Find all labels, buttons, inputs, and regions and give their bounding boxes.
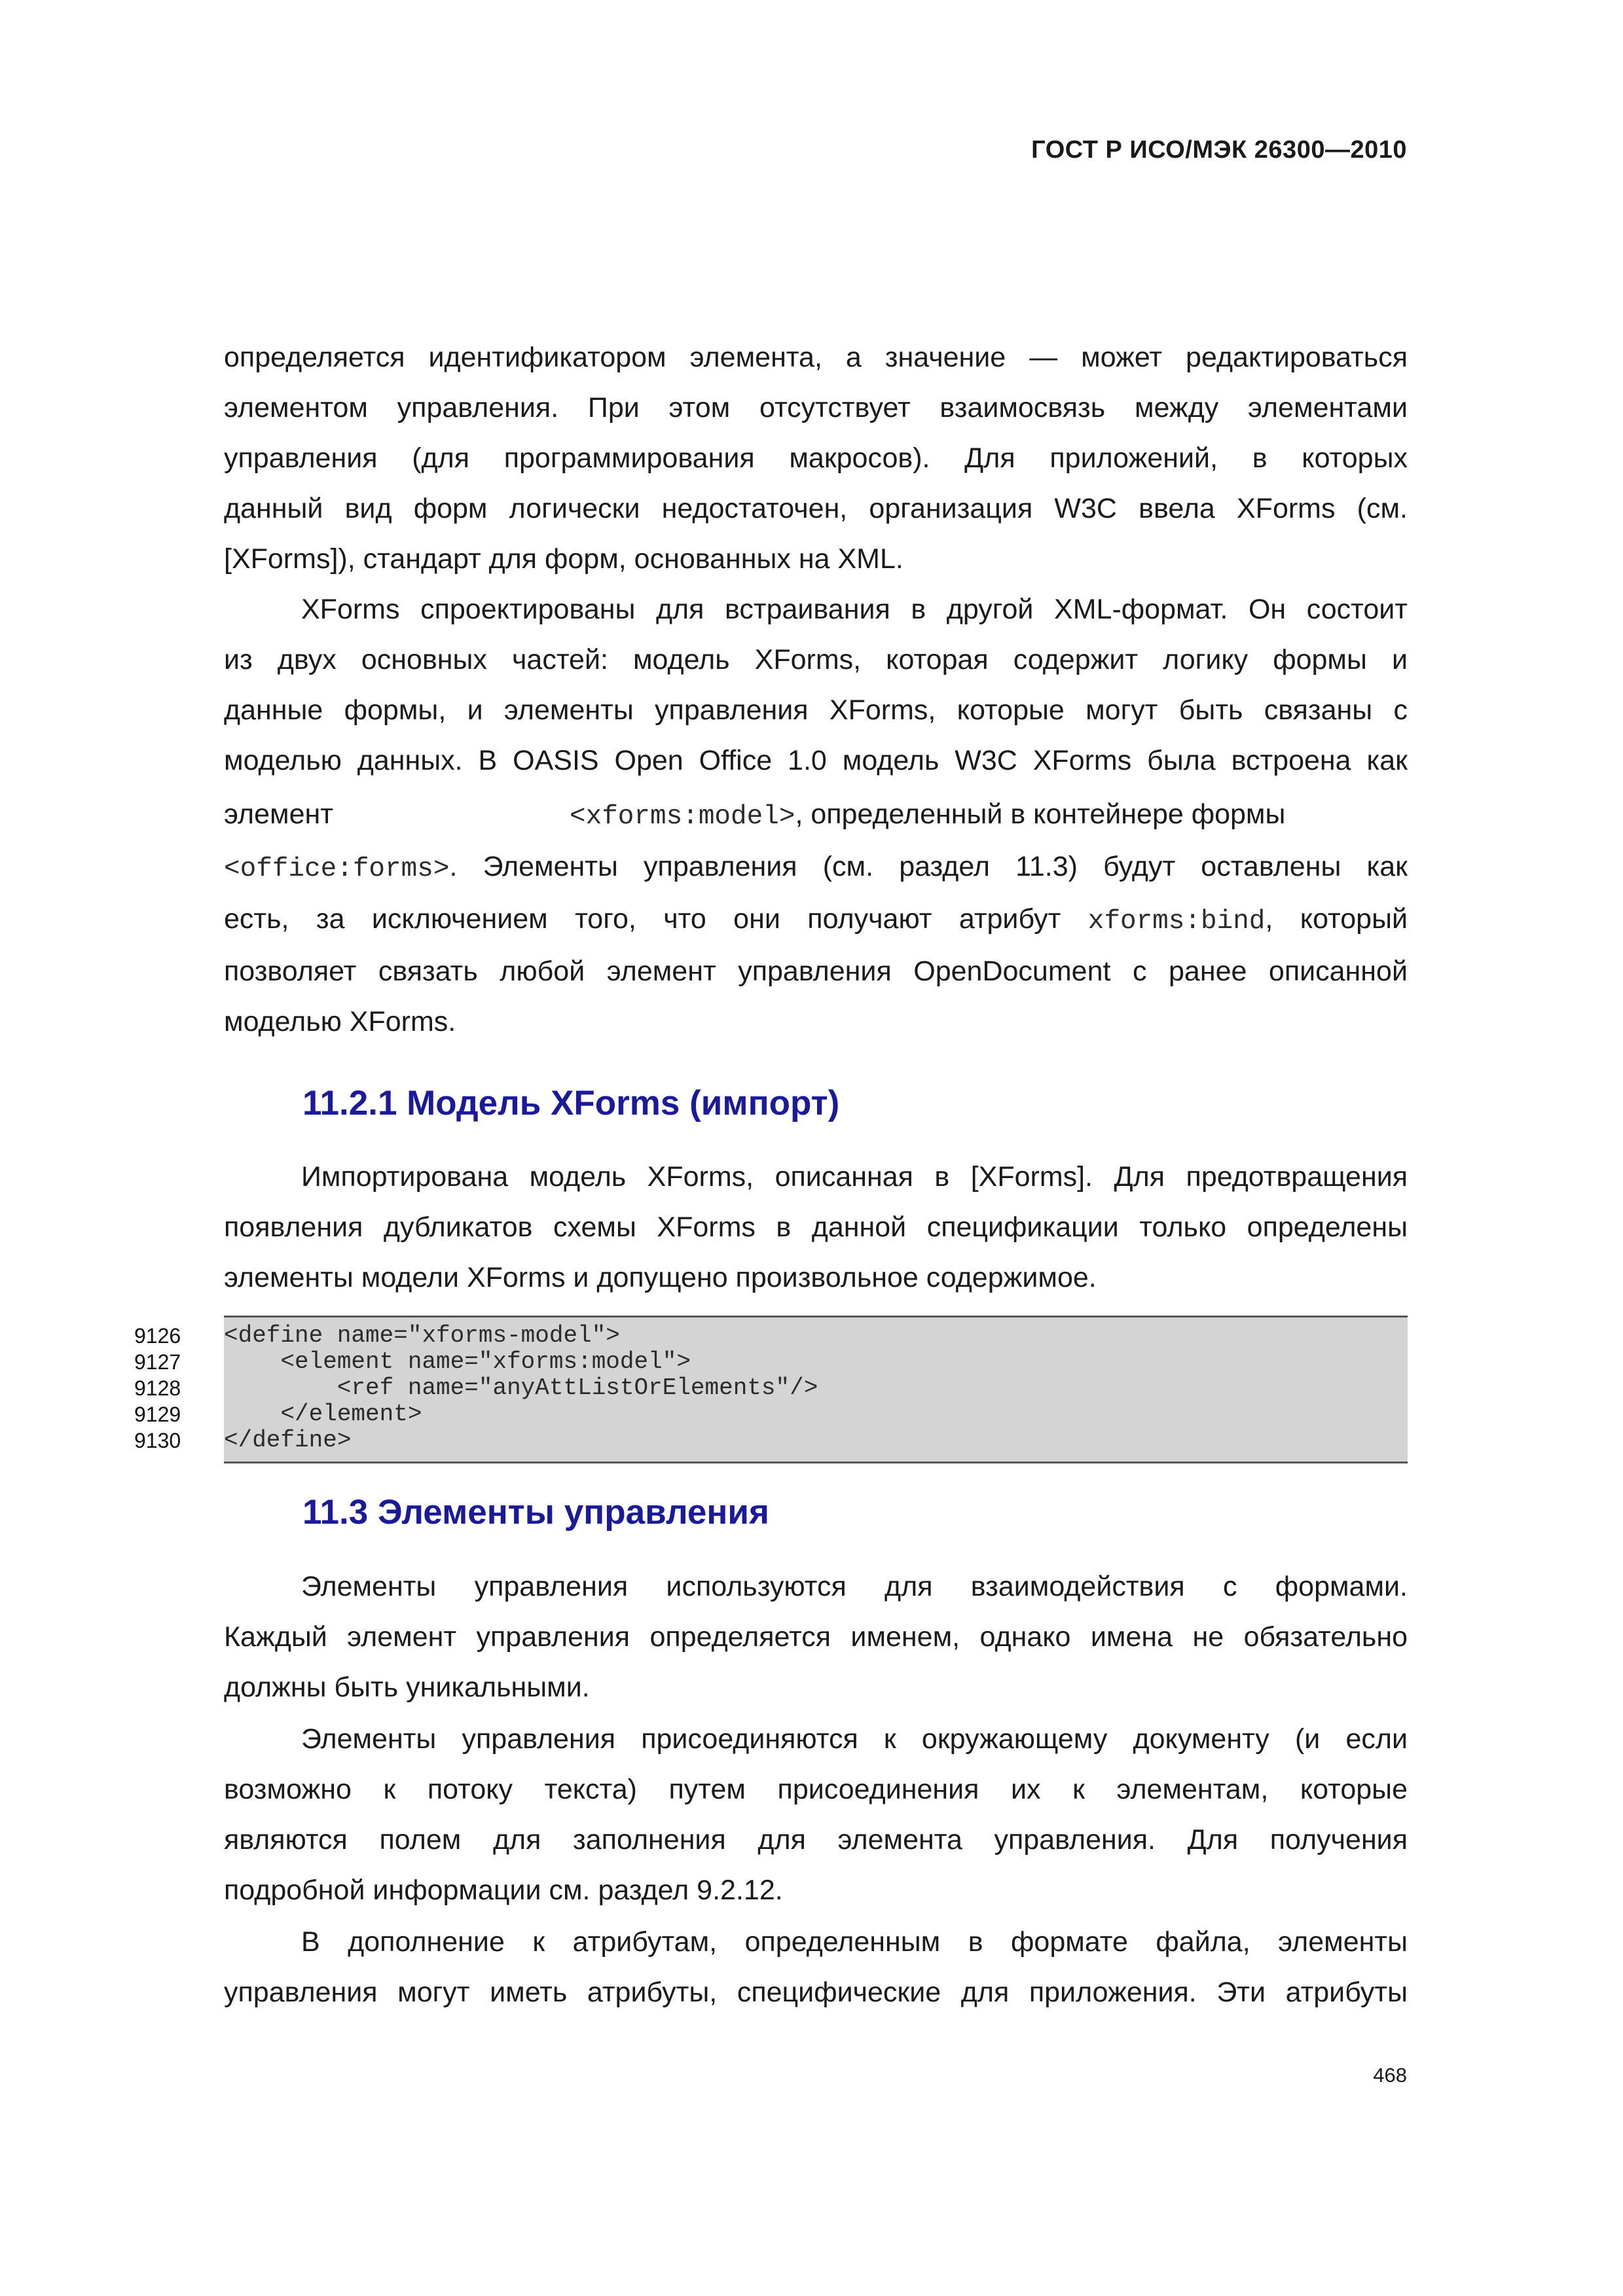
paragraph-line: управления (для программирования макросов). Для приложений, в которых (224, 442, 1408, 474)
code-inline: <xforms:model> (570, 802, 795, 832)
paragraph-line: элементы модели XForms и допущено произвольное содержимое. (224, 1262, 1097, 1293)
text-run: есть, за исключением того, что они получают атрибут (224, 903, 1061, 935)
text-run: . Элементы управления (см. раздел 11.3) будут оставлены как (449, 851, 1408, 882)
document-header: ГОСТ Р ИСО/МЭК 26300—2010 (1031, 136, 1407, 164)
paragraph-line: элементом управления. При этом отсутствует взаимосвязь между элементами (224, 392, 1408, 423)
line-number: 9129 (134, 1403, 181, 1426)
section-heading: 11.2.1 Модель XForms (импорт) (302, 1084, 840, 1122)
paragraph-line: [XForms]), стандарт для форм, основанных на XML. (224, 543, 903, 575)
line-number: 9130 (134, 1429, 181, 1452)
code-line: <element name="xforms:model"> (224, 1348, 691, 1375)
text-run: , определенный в контейнере формы (795, 798, 1286, 830)
code-line: <define name="xforms-model"> (224, 1322, 620, 1349)
line-number: 9126 (134, 1324, 181, 1348)
paragraph-line: В дополнение к атрибутам, определенным в формате файла, элементы (301, 1926, 1408, 1958)
paragraph-line: возможно к потоку текста) путем присоединения их к элементам, которые (224, 1774, 1408, 1805)
text-run-group (570, 789, 1408, 842)
code-line: </element> (224, 1401, 422, 1427)
text-run: элемент (224, 798, 333, 830)
paragraph-line: XForms спроектированы для встраивания в другой XML-формат. Он состоит (301, 594, 1408, 625)
section-heading: 11.3 Элементы управления (302, 1493, 769, 1532)
page-number: 468 (1373, 2064, 1407, 2087)
line-number: 9127 (134, 1350, 181, 1374)
paragraph-line: из двух основных частей: модель XForms, которая содержит логику формы и (224, 644, 1408, 675)
paragraph-line: моделью XForms. (224, 1006, 456, 1037)
paragraph-line: Импортирована модель XForms, описанная в [XForms]. Для предотвращения (301, 1161, 1408, 1193)
paragraph-line: Элементы управления присоединяются к окружающему документу (и если (301, 1723, 1408, 1755)
paragraph-line (224, 894, 1408, 947)
paragraph-line: управления могут иметь атрибуты, специфические для приложения. Эти атрибуты (224, 1977, 1408, 2008)
paragraph-line: Каждый элемент управления определяется именем, однако имена не обязательно (224, 1621, 1408, 1653)
code-inline: xforms:bind (1087, 906, 1266, 937)
paragraph-line: данный вид форм логически недостаточен, организация W3C ввела XForms (см. (224, 493, 1408, 524)
paragraph-line (224, 789, 1408, 842)
paragraph-line: должны быть уникальными. (224, 1672, 590, 1703)
paragraph-line (224, 842, 1408, 895)
line-number: 9128 (134, 1376, 181, 1400)
paragraph-line: появления дубликатов схемы XForms в данной спецификации только определены (224, 1211, 1408, 1243)
paragraph-line: позволяет связать любой элемент управления OpenDocument с ранее описанной (224, 956, 1408, 987)
paragraph-line: определяется идентификатором элемента, а значение — может редактироваться (224, 342, 1408, 373)
text-run: , который (1265, 903, 1408, 935)
code-inline: <office:forms> (224, 854, 450, 884)
paragraph-line: подробной информации см. раздел 9.2.12. (224, 1874, 783, 1906)
code-line: </define> (224, 1427, 352, 1454)
paragraph-line: данные формы, и элементы управления XForms, которые могут быть связаны с (224, 694, 1408, 726)
paragraph-line: моделью данных. В OASIS Open Office 1.0 модель W3C XForms была встроена как (224, 745, 1408, 776)
paragraph-line: являются полем для заполнения для элемента управления. Для получения (224, 1824, 1408, 1856)
paragraph-line: Элементы управления используются для взаимодействия с формами. (301, 1571, 1408, 1602)
code-line: <ref name="anyAttListOrElements"/> (224, 1374, 818, 1401)
